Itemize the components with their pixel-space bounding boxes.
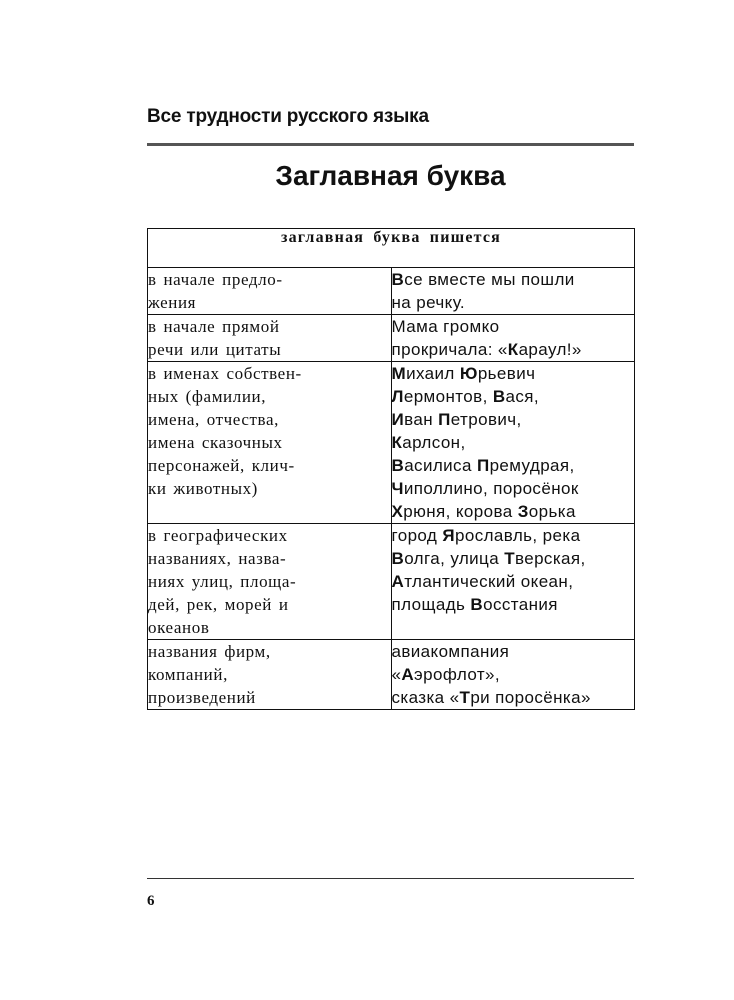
rule-text: названиях, назва- bbox=[148, 549, 287, 568]
example-text: ермонтов, bbox=[403, 387, 493, 406]
capital-letter: Х bbox=[391, 502, 404, 521]
example-text: етрович, bbox=[450, 410, 522, 429]
example-line bbox=[392, 593, 635, 616]
example-line bbox=[392, 431, 635, 454]
capital-letter: В bbox=[391, 270, 405, 289]
capital-letter: В bbox=[391, 549, 405, 568]
example-text: верская, bbox=[514, 549, 586, 568]
example-line bbox=[392, 291, 635, 314]
example-line bbox=[392, 338, 635, 361]
capital-letter: З bbox=[517, 502, 529, 521]
rule-text: названия фирм, bbox=[148, 642, 271, 661]
table-row bbox=[148, 524, 635, 640]
example-text: рьевич bbox=[477, 364, 536, 383]
example-line bbox=[392, 454, 635, 477]
example-text: се вместе мы пошли bbox=[404, 270, 575, 289]
example-line bbox=[392, 570, 635, 593]
example-line bbox=[392, 640, 635, 663]
example-text: асилиса bbox=[404, 456, 477, 475]
example-text: авиакомпания bbox=[391, 642, 510, 661]
rule-text: ки животных) bbox=[148, 479, 258, 498]
example-cell bbox=[391, 362, 635, 524]
example-text: ри поросёнка» bbox=[470, 688, 591, 707]
rule-text: компаний, bbox=[148, 665, 228, 684]
example-text: « bbox=[391, 665, 402, 684]
rule-cell bbox=[148, 524, 392, 640]
header-rule bbox=[147, 143, 634, 146]
example-cell bbox=[391, 524, 635, 640]
example-cell bbox=[391, 268, 635, 315]
example-text: на речку. bbox=[391, 293, 466, 312]
example-cell bbox=[391, 315, 635, 362]
page-title: Заглавная буква bbox=[275, 160, 506, 191]
example-text: Мама громко bbox=[391, 317, 500, 336]
example-text: орька bbox=[528, 502, 576, 521]
example-line bbox=[392, 547, 635, 570]
example-text: сказка « bbox=[391, 688, 460, 707]
capital-letter: В bbox=[391, 456, 405, 475]
table-body bbox=[148, 268, 635, 710]
example-line bbox=[392, 686, 635, 709]
capital-letter: В bbox=[470, 595, 484, 614]
example-line bbox=[392, 408, 635, 431]
table-row bbox=[148, 268, 635, 315]
capital-letter: Т bbox=[504, 549, 515, 568]
example-text: араул!» bbox=[518, 340, 582, 359]
example-text: иполлино, поросёнок bbox=[403, 479, 579, 498]
example-text: ремудрая, bbox=[489, 456, 575, 475]
capital-letter: Я bbox=[442, 526, 455, 545]
capital-letter: П bbox=[476, 456, 490, 475]
capital-letter: П bbox=[438, 410, 451, 429]
table-header-row bbox=[148, 229, 635, 268]
example-text: олга, улица bbox=[404, 549, 505, 568]
example-line bbox=[392, 500, 635, 523]
table-heading: заглавная буква пишется bbox=[148, 229, 635, 268]
capital-letter: Ю bbox=[459, 364, 478, 383]
example-line bbox=[392, 477, 635, 500]
example-text: тлантический океан, bbox=[404, 572, 574, 591]
example-line bbox=[392, 385, 635, 408]
example-text: эрофлот», bbox=[414, 665, 500, 684]
example-line bbox=[392, 362, 635, 385]
example-text: прокричала: « bbox=[391, 340, 508, 359]
example-text: площадь bbox=[391, 595, 471, 614]
rule-text: океанов bbox=[148, 618, 210, 637]
example-text: рюня, корова bbox=[403, 502, 518, 521]
rule-text: ниях улиц, площа- bbox=[148, 572, 297, 591]
example-text: ихаил bbox=[406, 364, 460, 383]
rule-text: в начале предло- bbox=[148, 270, 283, 289]
capital-letter: А bbox=[391, 572, 405, 591]
capital-letter: В bbox=[492, 387, 506, 406]
rule-cell bbox=[148, 362, 392, 524]
example-line bbox=[392, 315, 635, 338]
book-title: Все трудности русского языка bbox=[147, 106, 429, 127]
rule-text: в именах собствен- bbox=[148, 364, 302, 383]
table-row bbox=[148, 362, 635, 524]
rule-text: ных (фамилии, bbox=[148, 387, 267, 406]
capital-letter: Т bbox=[459, 688, 471, 707]
footer-rule bbox=[147, 878, 634, 879]
example-text: ван bbox=[404, 410, 439, 429]
table-row bbox=[148, 640, 635, 710]
rule-text: персонажей, клич- bbox=[148, 456, 295, 475]
rule-cell bbox=[148, 640, 392, 710]
example-text: осстания bbox=[483, 595, 558, 614]
rule-text: в начале прямой bbox=[148, 317, 280, 336]
rule-cell bbox=[148, 268, 392, 315]
example-line bbox=[392, 524, 635, 547]
page-number: 6 bbox=[147, 893, 155, 909]
example-line bbox=[392, 268, 635, 291]
example-text: арлсон, bbox=[402, 433, 466, 452]
rule-text: жения bbox=[148, 293, 197, 312]
capital-letter-table bbox=[147, 228, 635, 710]
example-text: ася, bbox=[505, 387, 539, 406]
capital-letter: И bbox=[391, 410, 405, 429]
capital-letter: А bbox=[401, 665, 415, 684]
example-cell bbox=[391, 640, 635, 710]
rule-cell bbox=[148, 315, 392, 362]
table-row bbox=[148, 315, 635, 362]
example-line bbox=[392, 663, 635, 686]
rule-text: речи или цитаты bbox=[148, 340, 282, 359]
capital-letter: К bbox=[391, 433, 403, 452]
rule-text: имена, отчества, bbox=[148, 410, 279, 429]
capital-letter: Л bbox=[391, 387, 404, 406]
rule-text: имена сказочных bbox=[148, 433, 283, 452]
rule-text: в географических bbox=[148, 526, 288, 545]
example-text: рославль, река bbox=[455, 526, 581, 545]
rule-text: дей, рек, морей и bbox=[148, 595, 289, 614]
capital-letter: Ч bbox=[391, 479, 404, 498]
rule-text: произведений bbox=[148, 688, 256, 707]
capital-letter: К bbox=[507, 340, 519, 359]
example-text: город bbox=[391, 526, 443, 545]
capital-letter: М bbox=[391, 364, 407, 383]
